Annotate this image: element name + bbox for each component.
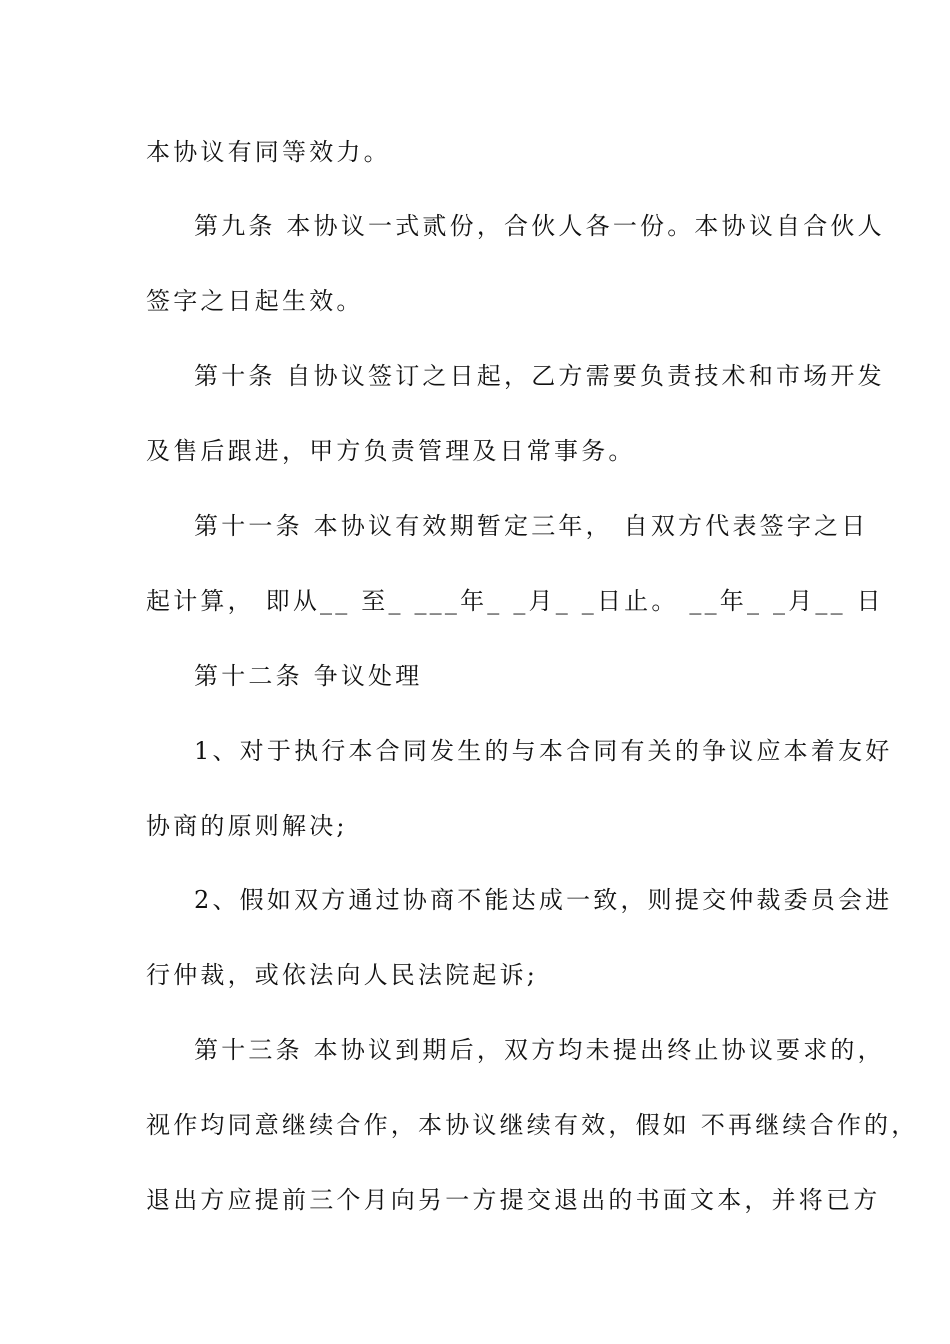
article-12-heading: 第十二条 争议处理 <box>194 662 423 690</box>
article-11-line-2: 起计算， 即从__ 至_ ___年_ _月_ _日止。 __年_ _月__ 日 <box>146 587 884 615</box>
article-12-item-2-line-2: 行仲裁，或依法向人民法院起诉; <box>146 961 539 989</box>
article-13-line-2: 视作均同意继续合作，本协议继续有效，假如 不再继续合作的， <box>146 1111 919 1139</box>
article-12-item-1-line-2: 协商的原则解决; <box>146 812 348 840</box>
article-13-line-3: 退出方应提前三个月向另一方提交退出的书面文本，并将已方 <box>146 1186 881 1214</box>
article-9-line-1: 第九条 本协议一式贰份，合伙人各一份。本协议自合伙人 <box>194 212 885 240</box>
article-12-item-2-line-1: 2、假如双方通过协商不能达成一致，则提交仲裁委员会进 <box>194 886 893 914</box>
text-line-1: 本协议有同等效力。 <box>146 138 391 166</box>
article-9-line-2: 签字之日起生效。 <box>146 287 364 315</box>
article-10-line-1: 第十条 自协议签订之日起，乙方需要负责技术和市场开发 <box>194 362 885 390</box>
article-13-line-1: 第十三条 本协议到期后，双方均未提出终止协议要求的， <box>194 1036 885 1064</box>
article-12-item-1-line-1: 1、对于执行本合同发生的与本合同有关的争议应本着友好 <box>194 737 893 765</box>
article-10-line-2: 及售后跟进，甲方负责管理及日常事务。 <box>146 437 636 465</box>
article-11-line-1: 第十一条 本协议有效期暂定三年， 自双方代表签字之日 <box>194 512 869 540</box>
